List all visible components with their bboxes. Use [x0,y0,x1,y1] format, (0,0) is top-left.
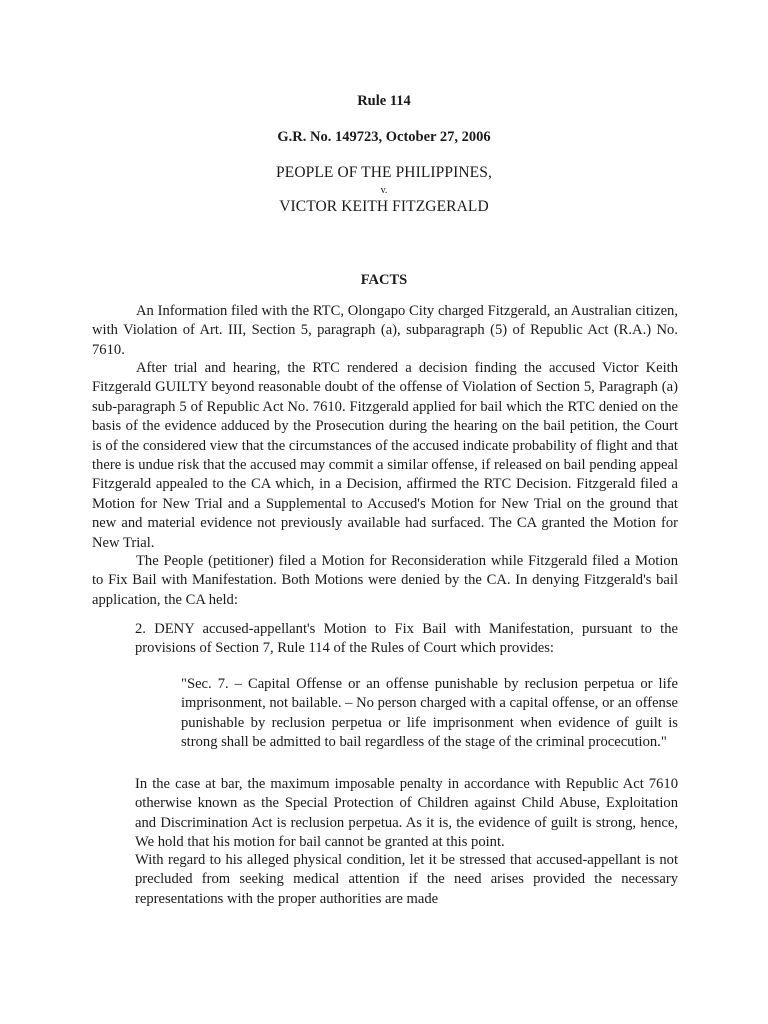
party-one: PEOPLE OF THE PHILIPPINES, [276,164,492,181]
section-heading-facts: FACTS [360,272,408,288]
paragraph-motions: The People (petitioner) filed a Motion for Reconsideration while Fitzgerald filed a Motion to Fix Bail with Manifestation. Both Motions were denied by the CA. In denying Fitzgerald's bail application, the CA held: [92,553,678,608]
paragraph-case-at-bar: In the case at bar, the maximum imposable penalty in accordance with Republic Act 7610 otherwise known as the Special Protection of Children against Child Abuse, Exploitation and Discrimination Act is reclusion perpetua. As it is, the evidence of guilt is strong, hence, We hold that his motion for bail cannot be granted at this point. [135,776,678,851]
paragraph-information: An Information filed with the RTC, Olongapo City charged Fitzgerald, an Australian citizen, with Violation of Art. III, Section 5, paragraph (a), subparagraph (5) of Republic Act (R.A.) No. 7610. [92,303,678,358]
rule-quote: "Sec. 7. – Capital Offense or an offense punishable by reclusion perpetua or life imprisonment, not bailable. – No person charged with a capital offense, or an offense punishable by reclusion perpetua or life imprisonment when evidence of guilt is strong shall be admitted to bail regardless of the stage of the criminal procecution." [181,676,678,751]
quoted-holding: 2. DENY accused-appellant's Motion to Fix Bail with Manifestation, pursuant to the provisions of Section 7, Rule 114 of the Rules of Court which provides: [135,621,678,657]
versus-label: v. [380,185,388,196]
rule-title: Rule 114 [357,93,411,109]
case-number: G.R. No. 149723, October 27, 2006 [277,129,491,145]
paragraph-physical-condition: With regard to his alleged physical condition, let it be stressed that accused-appellant is not precluded from seeking medical attention if the need arises provided the necessary representations with the proper authorities are made [135,852,678,907]
party-two: VICTOR KEITH FITZGERALD [279,198,489,215]
paragraph-trial: After trial and hearing, the RTC rendered a decision finding the accused Victor Keith Fitzgerald GUILTY beyond reasonable doubt of the offense of Violation of Section 5, Paragraph (a) sub-paragraph 5 of Republic Act No. 7610. Fitzgerald applied for bail which the RTC denied on the basis of the evidence adduced by the Prosecution during the hearing on the bail petition, the Court is of the considered view that the circumstances of the accused indicate probability of flight and that there is undue risk that the accused may commit a similar offense, if released on bail pending appeal Fitzgerald appealed to the CA which, in a Decision, affirmed the RTC Decision. Fitzgerald filed a Motion for New Trial and a Supplemental to Accused's Motion for New Trial on the ground that new and material evidence not previously available had surfaced. The CA granted the Motion for New Trial. [92,360,678,551]
